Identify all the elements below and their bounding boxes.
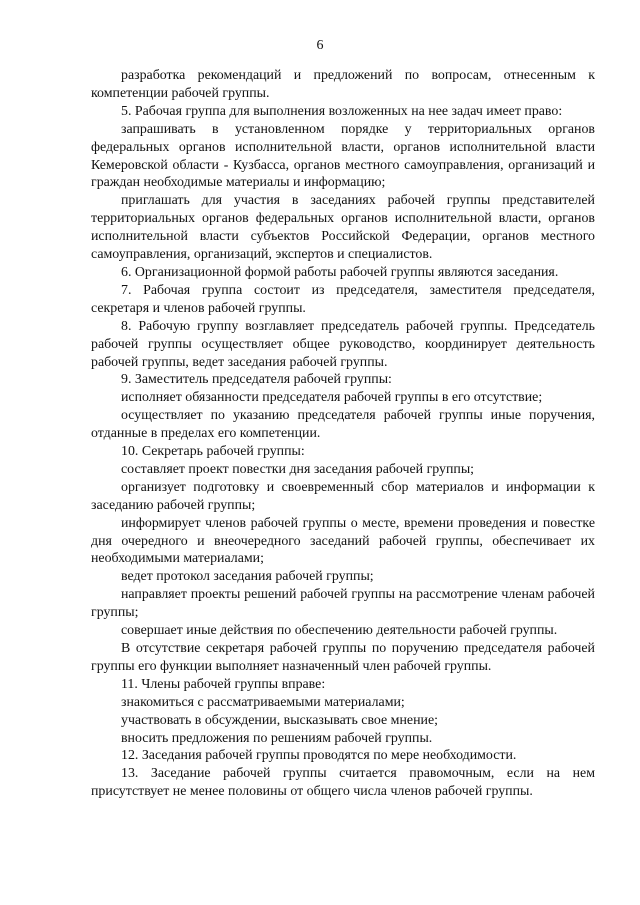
paragraph: 10. Секретарь рабочей группы: <box>121 444 305 460</box>
paragraph: исполняет обязанности председателя рабочей группы в его отсутствие; <box>121 390 543 406</box>
paragraph: вносить предложения по решениям рабочей группы. <box>121 730 433 746</box>
paragraph: организует подготовку и своевременный сбор материалов и информации к заседанию рабочей группы; <box>91 479 595 513</box>
paragraph: 7. Рабочая группа состоит из председателя, заместителя председателя, секретаря и членов рабочей группы. <box>91 282 595 316</box>
page-number: 6 <box>316 38 324 53</box>
paragraph: составляет проект повестки дня заседания рабочей группы; <box>121 461 475 477</box>
paragraph: совершает иные действия по обеспечению деятельности рабочей группы. <box>121 623 558 639</box>
document-body <box>91 67 595 801</box>
paragraph: 12. Заседания рабочей группы проводятся по мере необходимости. <box>121 748 517 764</box>
paragraph: направляет проекты решений рабочей группы на рассмотрение членам рабочей группы; <box>91 587 595 621</box>
paragraph: информирует членов рабочей группы о месте, времени проведения и повестке дня очередного и внеочередного заседаний рабочей группы, обеспечивает их необходимыми материалами; <box>91 515 595 567</box>
paragraph: 8. Рабочую группу возглавляет председатель рабочей группы. Председатель рабочей группы осуществляет общее руководство, координирует деятельность рабочей группы, ведет заседания рабочей группы. <box>91 318 595 370</box>
paragraph: приглашать для участия в заседаниях рабочей группы представителей территориальных органов федеральных органов исполнительной власти, органов исполнительной власти субъектов Российской Федерации, органов местного самоуправления, организаций, экспертов и специалистов. <box>91 193 595 263</box>
paragraph: осуществляет по указанию председателя рабочей группы иные поручения, отданные в пределах его компетенции. <box>91 408 595 442</box>
paragraph: ведет протокол заседания рабочей группы; <box>121 569 374 585</box>
paragraph: 13. Заседание рабочей группы считается правомочным, если на нем присутствует не менее половины от общего числа членов рабочей группы. <box>91 766 595 800</box>
paragraph: знакомиться с рассматриваемыми материалами; <box>121 694 405 710</box>
paragraph: 5. Рабочая группа для выполнения возложенных на нее задач имеет право: <box>121 103 563 119</box>
paragraph: разработка рекомендаций и предложений по вопросам, отнесенным к компетенции рабочей группы. <box>91 68 595 101</box>
paragraph: В отсутствие секретаря рабочей группы по поручению председателя рабочей группы его функции выполняет назначенный член рабочей группы. <box>91 641 595 674</box>
paragraph: 11. Члены рабочей группы вправе: <box>121 676 326 692</box>
paragraph: запрашивать в установленном порядке у территориальных органов федеральных органов исполнительной власти, органов исполнительной власти Кемеровской области - Кузбасса, органов местного самоуправления, организаций и граждан необходимые материалы и информацию; <box>91 121 595 191</box>
paragraph: участвовать в обсуждении, высказывать свое мнение; <box>121 712 438 728</box>
paragraph: 9. Заместитель председателя рабочей группы: <box>121 372 392 388</box>
paragraph: 6. Организационной формой работы рабочей группы являются заседания. <box>121 264 559 280</box>
